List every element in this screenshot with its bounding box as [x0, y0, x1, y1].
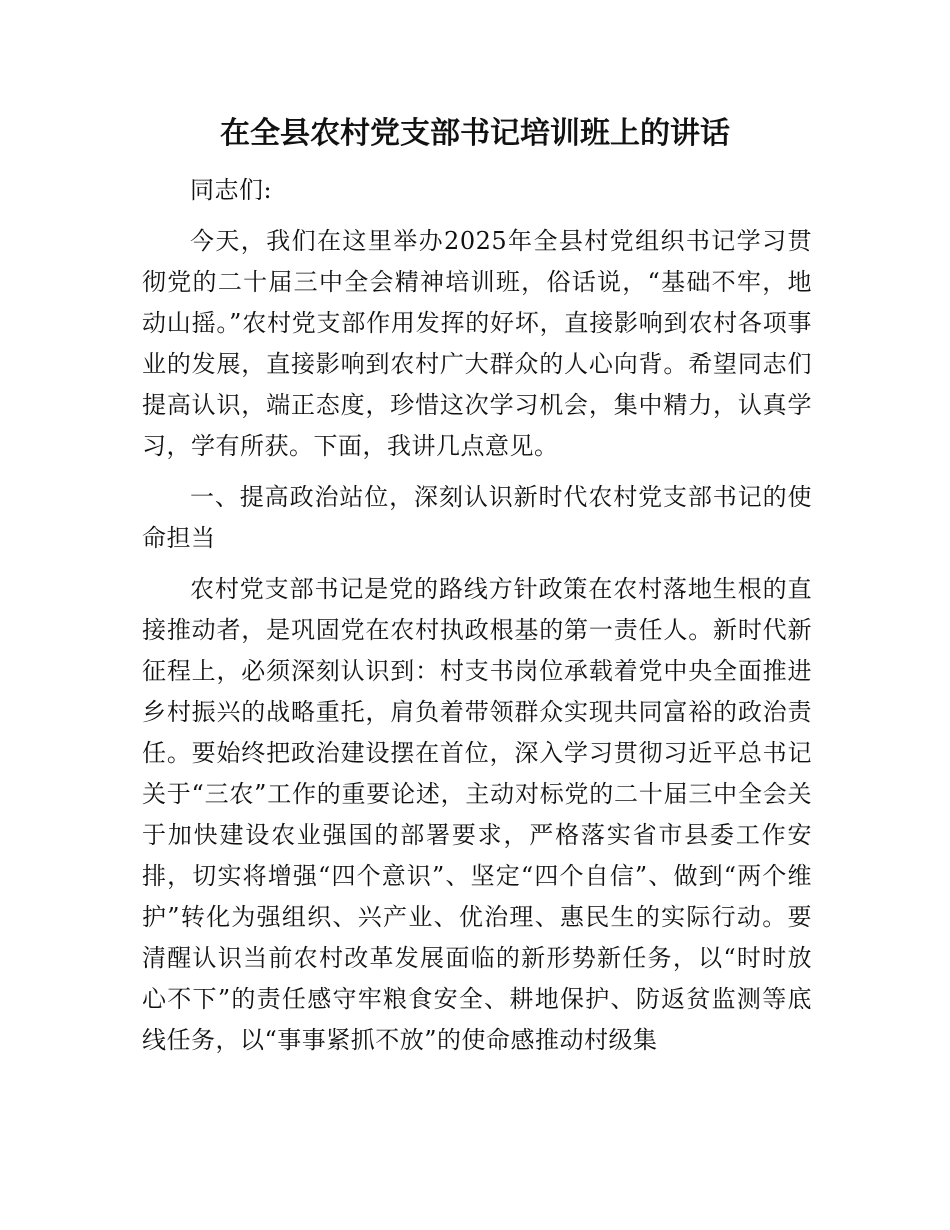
salutation: 同志们: — [190, 176, 273, 204]
section-heading-1: 一、提高政治站位，深刻认识新时代农村党支部书记的使命担当 — [142, 483, 812, 552]
paragraph-intro: 今天，我们在这里举办2025年全县村党组织书记学习贯彻党的二十届三中全会精神培训班，俗话说，“基础不牢，地动山摇。”农村党支部作用发挥的好坏，直接影响到农村各项事业的发展，直接影响到农村广大群众的人心向背。希望同志们提高认识，端正态度，珍惜这次学习机会，集中精力，认真学习，学有所获。下面，我讲几点意见。 — [142, 227, 812, 460]
paragraph-section-1: 农村党支部书记是党的路线方针政策在农村落地生根的直接推动者，是巩固党在农村执政根基的第一责任人。新时代新征程上，必须深刻认识到：村支书岗位承载着党中央全面推进乡村振兴的战略重托，肩负着带领群众实现共同富裕的政治责任。要始终把政治建设摆在首位，深入学习贯彻习近平总书记关于“三农”工作的重要论述，主动对标党的二十届三中全会关于加快建设农业强国的部署要求，严格落实省市县委工作安排，切实将增强“四个意识”、坚定“四个自信”、做到“两个维护”转化为强组织、兴产业、优治理、惠民生的实际行动。要清醒认识当前农村改革发展面临的新形势新任务，以“时时放心不下”的责任感守牢粮食安全、耕地保护、防返贫监测等底线任务，以“事事紧抓不放”的使命感推动村级集 — [142, 575, 812, 1054]
document-title: 在全县农村党支部书记培训班上的讲话 — [220, 116, 730, 151]
document-body — [142, 170, 812, 1071]
